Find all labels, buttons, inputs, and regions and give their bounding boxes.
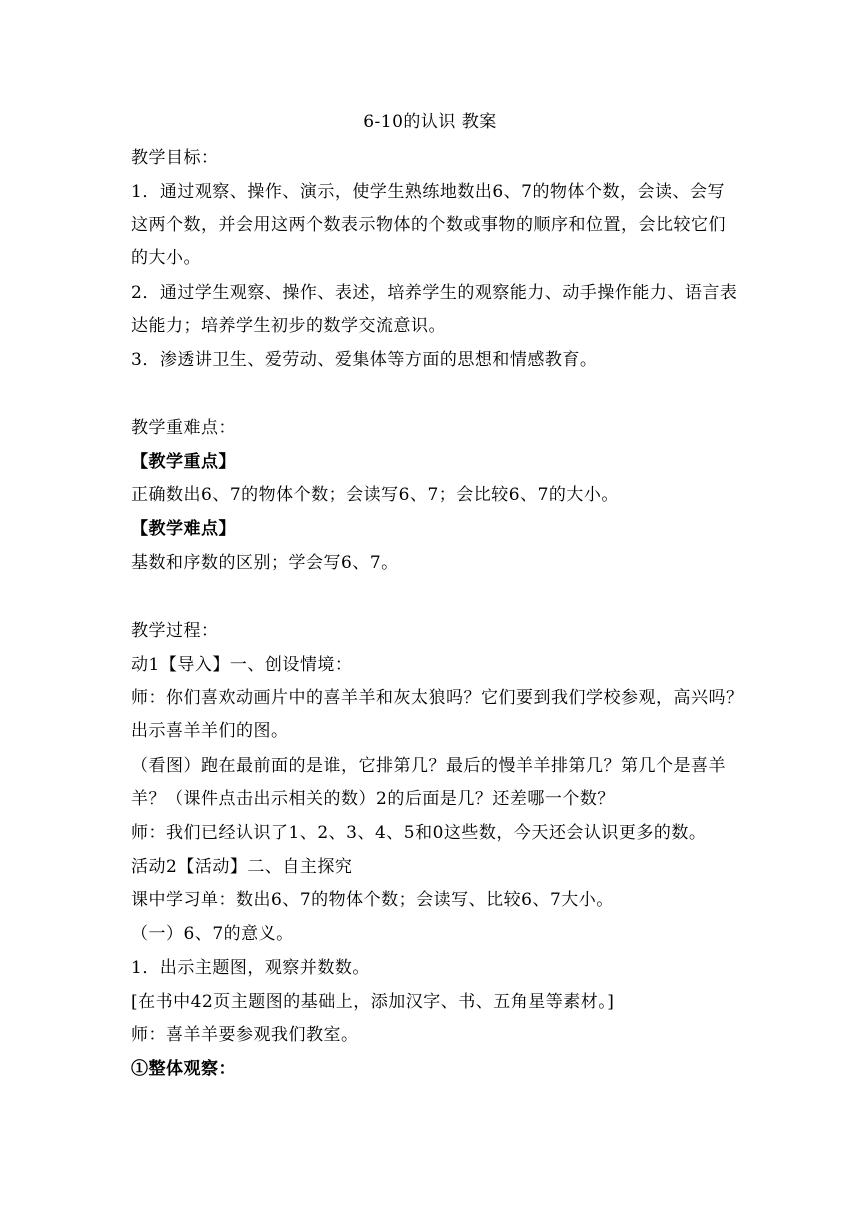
process-line-3: （看图）跑在最前面的是谁，它排第几？最后的慢羊羊排第几？第几个是喜羊: [131, 756, 726, 776]
objective-3: 3．渗透讲卫生、爱劳动、爱集体等方面的思想和情感教育。: [131, 350, 598, 370]
process-line-6: 课中学习单：数出6、7的物体个数；会读写、比较6、7大小。: [131, 890, 614, 910]
objective-2-line-1: 2．通过学生观察、操作、表述，培养学生的观察能力、动手操作能力、语言表: [131, 283, 738, 303]
process-line-10: 师：喜羊羊要参观我们教室。: [131, 1025, 359, 1045]
section-heading-key-points: 教学重难点：: [131, 418, 236, 438]
objective-1-line-1: 1．通过观察、操作、演示，使学生熟练地数出6、7的物体个数，会读、会写: [131, 182, 725, 202]
process-line-1: 师：你们喜欢动画片中的喜羊羊和灰太狼吗？它们要到我们学校参观，高兴吗？: [131, 688, 744, 708]
process-line-8: 1．出示主题图，观察并数数。: [131, 958, 370, 978]
activity-2-heading: 活动2【活动】二、自主探究: [131, 857, 353, 877]
key-point-text: 正确数出6、7的物体个数；会读写6、7；会比较6、7的大小。: [131, 485, 619, 505]
objective-1-line-3: 的大小。: [131, 248, 201, 268]
process-line-5: 师：我们已经认识了1、2、3、4、5和0这些数，今天还会认识更多的数。: [131, 823, 707, 843]
difficulty-text: 基数和序数的区别；学会写6、7。: [131, 553, 399, 573]
objective-1-line-2: 这两个数，并会用这两个数表示物体的个数或事物的顺序和位置，会比较它们: [131, 215, 726, 235]
section-heading-process: 教学过程：: [131, 621, 219, 641]
activity-1-heading: 动1【导入】一、创设情境：: [131, 655, 353, 675]
subheading-difficulty: 【教学难点】: [131, 519, 236, 539]
subheading-key-point: 【教学重点】: [131, 452, 236, 472]
process-line-2: 出示喜羊羊们的图。: [131, 721, 289, 741]
section-heading-objectives: 教学目标：: [131, 148, 219, 168]
document-title: 6-10的认识 教案: [363, 112, 497, 132]
process-line-7: （一）6、7的意义。: [131, 924, 294, 944]
process-line-9: [在书中42页主题图的基础上，添加汉字、书、五角星等素材。]: [131, 992, 615, 1012]
objective-2-line-2: 达能力；培养学生初步的数学交流意识。: [131, 316, 446, 336]
process-line-4: 羊？（课件点击出示相关的数）2的后面是几？还差哪一个数？: [131, 789, 615, 809]
process-line-11: ①整体观察：: [131, 1059, 236, 1079]
